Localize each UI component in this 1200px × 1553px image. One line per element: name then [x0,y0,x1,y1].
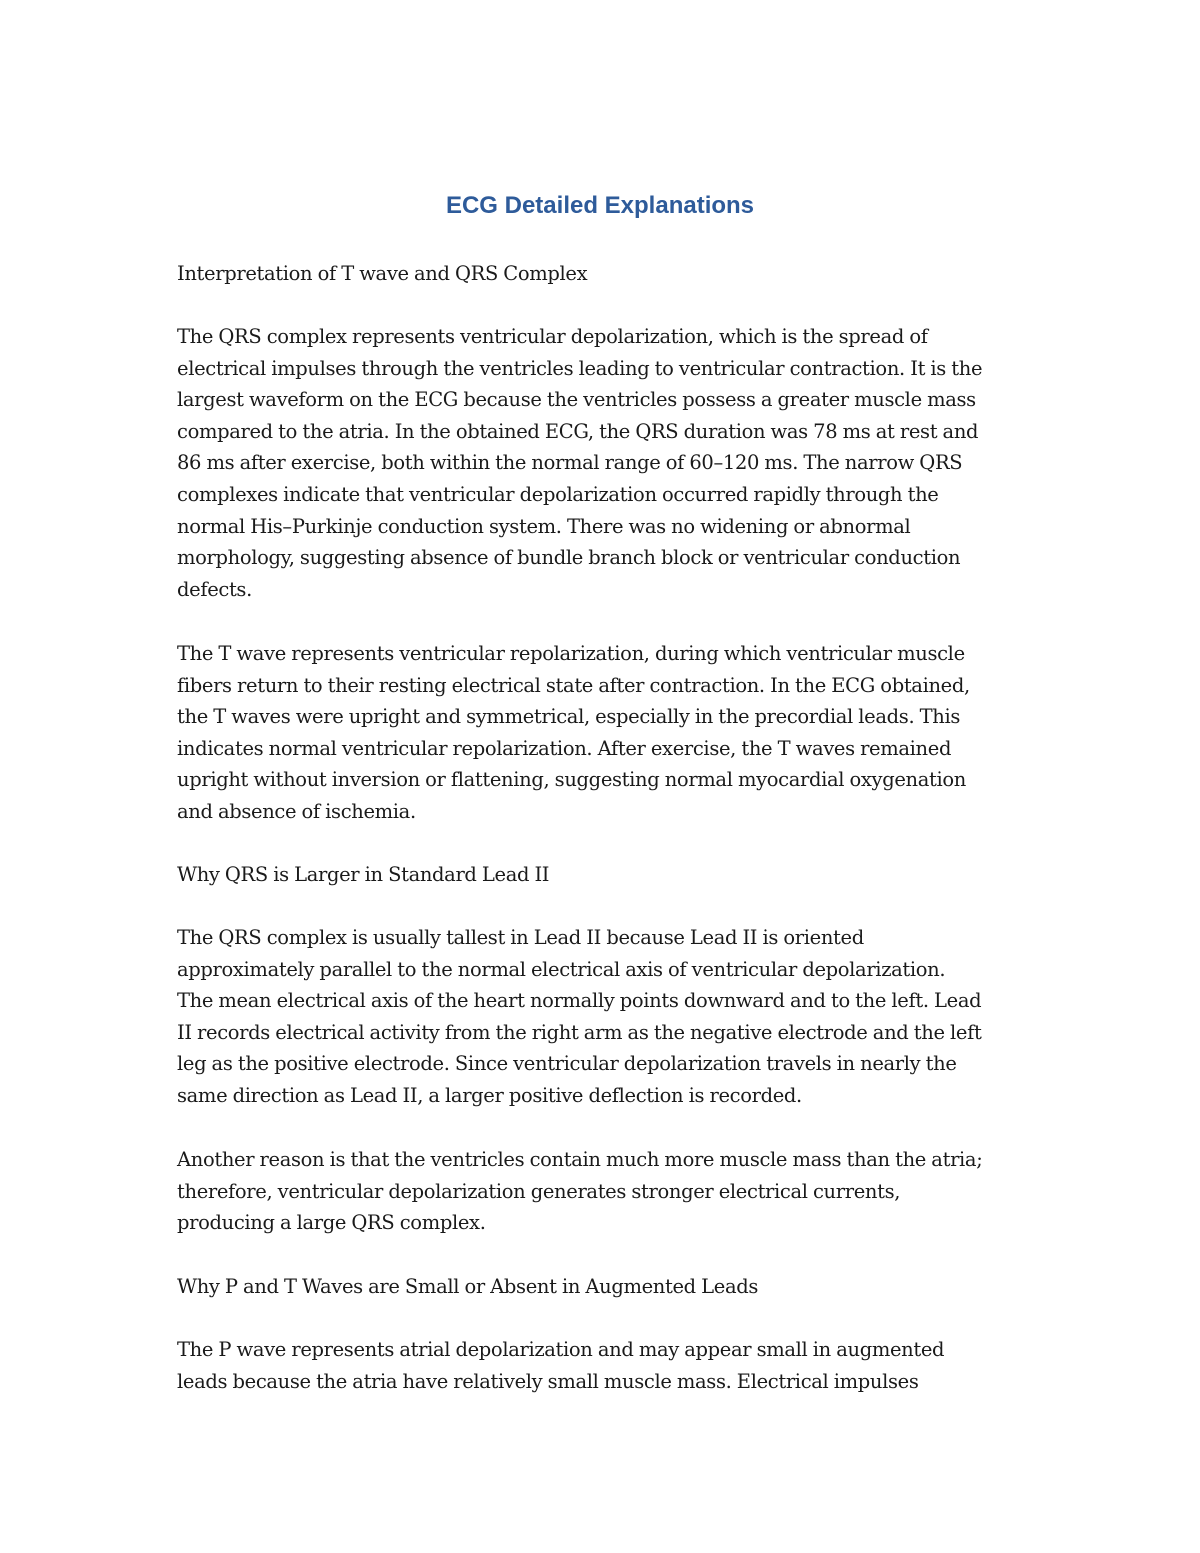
text-line: approximately parallel to the normal electrical axis of ventricular depolarization. [177,957,946,981]
text-line: The QRS complex is usually tallest in Lead II because Lead II is oriented [177,926,864,949]
text-line: The T wave represents ventricular repolarization, during which ventricular muscle [177,642,965,665]
text-line: II records electrical activity from the right arm as the negative electrode and the left [177,1020,982,1044]
text-line: leg as the positive electrode. Since ventricular depolarization travels in nearly the [177,1052,957,1076]
text-line: compared to the atria. In the obtained ECG, the QRS duration was 78 ms at rest and [177,419,979,443]
text-line: largest waveform on the ECG because the ventricles possess a greater muscle mass [177,388,976,412]
text-line: same direction as Lead II, a larger positive deflection is recorded. [177,1083,802,1107]
text-line: normal His–Purkinje conduction system. There was no widening or abnormal [177,514,911,538]
paragraph-qrs-complex [177,321,1037,605]
text-line: and absence of ischemia. [177,799,416,823]
section-heading-t-wave-qrs: Interpretation of T wave and QRS Complex [177,262,588,285]
text-line: 86 ms after exercise, both within the normal range of 60–120 ms. The narrow QRS [177,451,963,475]
text-line: The mean electrical axis of the heart normally points downward and to the left. Lead [177,989,982,1013]
paragraph-muscle-mass [177,1144,1037,1239]
text-line: fibers return to their resting electrical state after contraction. In the ECG obtained, [177,673,970,697]
document-title: ECG Detailed Explanations [445,192,755,219]
text-line: morphology, suggesting absence of bundle branch block or ventricular conduction [177,546,961,570]
text-line: upright without inversion or flattening, suggesting normal myocardial oxygenation [177,768,966,792]
text-line: The P wave represents atrial depolarization and may appear small in augmented [177,1338,945,1361]
text-line: the T waves were upright and symmetrical, especially in the precordial leads. This [177,705,961,729]
text-line: Another reason is that the ventricles contain much more muscle mass than the atria; [177,1148,983,1171]
section-heading-qrs-lead-ii: Why QRS is Larger in Standard Lead II [177,863,550,886]
text-line: defects. [177,577,252,601]
text-line: therefore, ventricular depolarization generates stronger electrical currents, [177,1179,901,1203]
section-heading-p-t-augmented: Why P and T Waves are Small or Absent in Augmented Leads [177,1275,759,1298]
text-line: indicates normal ventricular repolarization. After exercise, the T waves remained [177,736,952,760]
text-line: complexes indicate that ventricular depolarization occurred rapidly through the [177,482,939,506]
paragraph-t-wave [177,638,1037,828]
paragraph-p-wave [177,1334,1037,1397]
text-line: leads because the atria have relatively small muscle mass. Electrical impulses [177,1369,919,1393]
paragraph-lead-ii [177,922,1037,1112]
text-line: electrical impulses through the ventricles leading to ventricular contraction. It is the [177,356,983,380]
text-line: The QRS complex represents ventricular depolarization, which is the spread of [177,325,928,348]
text-line: producing a large QRS complex. [177,1211,486,1235]
